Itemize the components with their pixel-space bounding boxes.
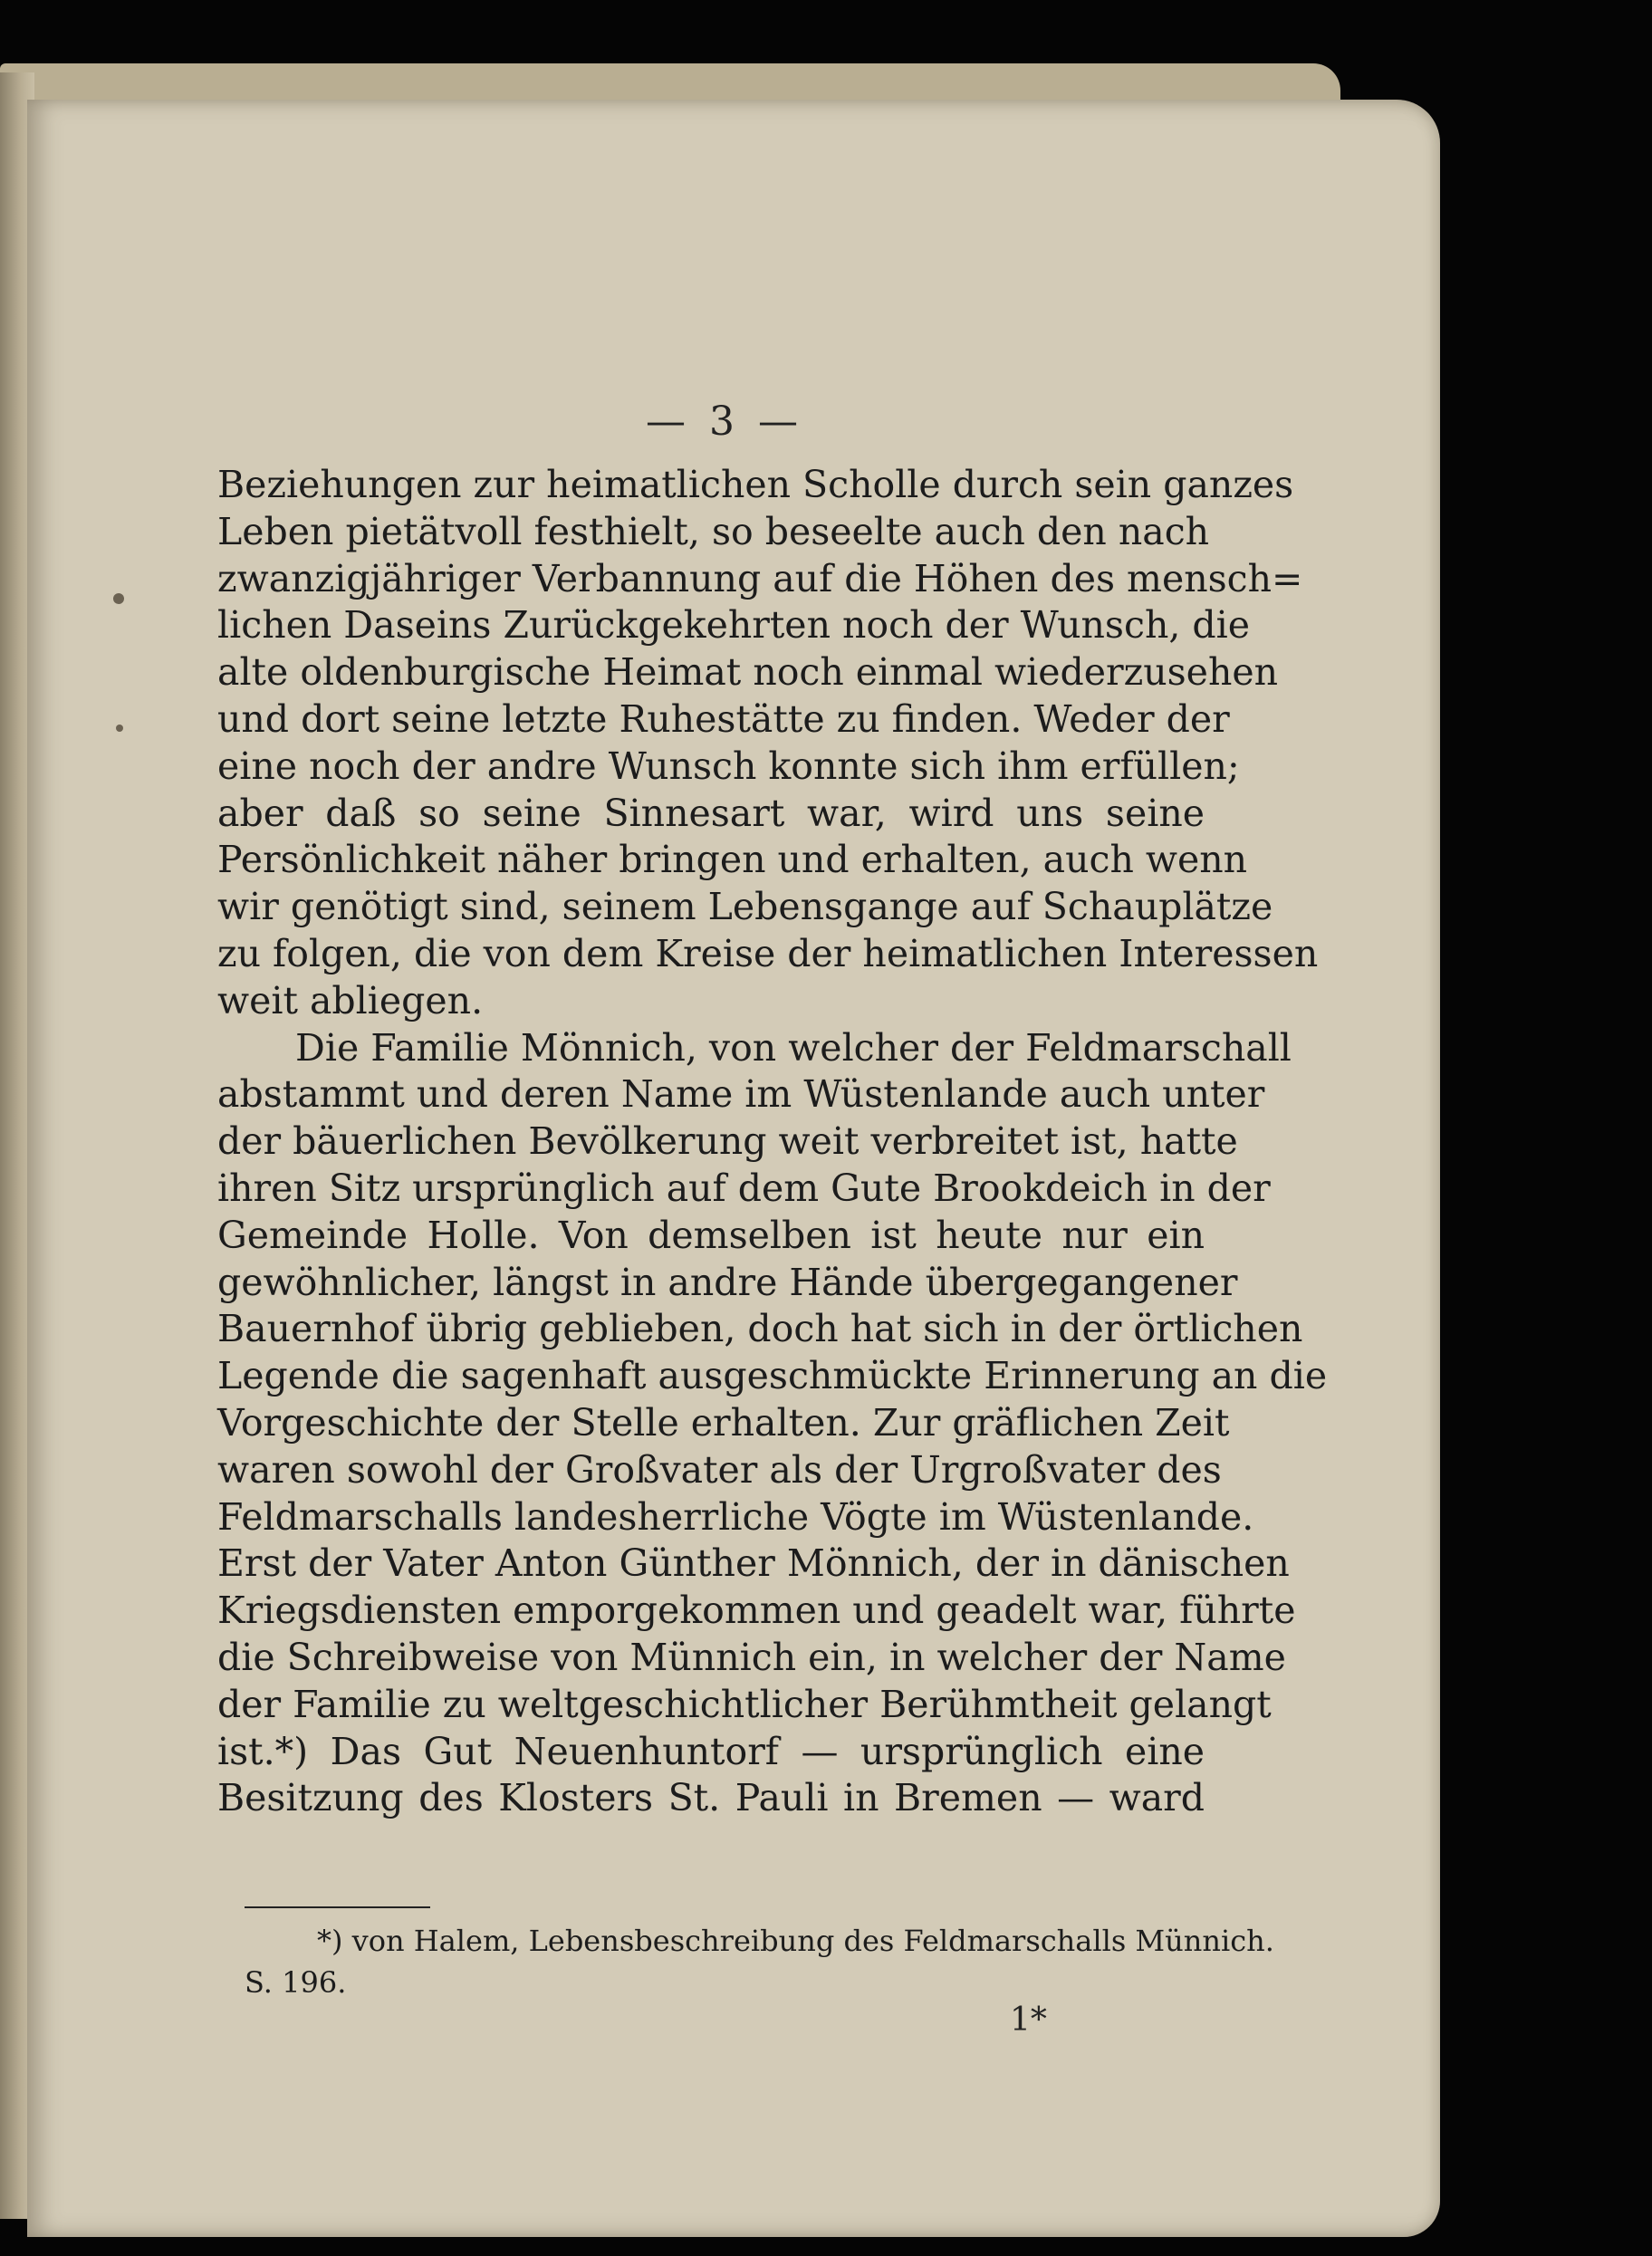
text-line: aber daß so seine Sinnesart war, wird uns seine bbox=[217, 791, 1205, 835]
page-number: — 3 — bbox=[646, 398, 803, 445]
text-line: Besitzung des Klosters St. Pauli in Bremen — ward bbox=[217, 1776, 1205, 1820]
text-line: lichen Daseins Zurückgekehrten noch der Wunsch, die bbox=[217, 603, 1251, 648]
text-line: Leben pietätvoll festhielt, so beseelte auch den nach bbox=[217, 509, 1210, 553]
text-line: gewöhnlicher, längst in andre Hände übergegangener bbox=[217, 1260, 1238, 1304]
text-line: Vorgeschichte der Stelle erhalten. Zur gräflichen Zeit bbox=[217, 1400, 1230, 1445]
text-line: ist.*) Das Gut Neuenhuntorf — ursprünglich eine bbox=[217, 1729, 1205, 1773]
text-line: der Familie zu weltgeschichtlicher Berühmtheit gelangt bbox=[217, 1682, 1272, 1726]
text-line: wir genötigt sind, seinem Lebensgange auf Schauplätze bbox=[217, 885, 1273, 929]
paper-speck bbox=[116, 725, 123, 732]
signature-mark: 1* bbox=[1010, 2002, 1047, 2039]
text-line: Legende die sagenhaft ausgeschmückte Erinnerung an die bbox=[217, 1354, 1328, 1398]
paper-speck bbox=[113, 593, 124, 604]
book-page bbox=[27, 100, 1440, 2237]
text-line: weit abliegen. bbox=[217, 978, 484, 1022]
footnote-line: S. 196. bbox=[245, 1965, 347, 2000]
text-line: Die Familie Mönnich, von welcher der Feldmarschall bbox=[295, 1025, 1292, 1070]
text-line: alte oldenburgische Heimat noch einmal wiederzusehen bbox=[217, 650, 1279, 695]
footnote bbox=[245, 1920, 1274, 2003]
text-line: Beziehungen zur heimatlichen Scholle durch sein ganzes bbox=[217, 463, 1294, 506]
footnote-rule bbox=[245, 1906, 430, 1908]
text-line: Kriegsdiensten emporgekommen und geadelt war, führte bbox=[217, 1589, 1296, 1633]
text-line: eine noch der andre Wunsch konnte sich ihm erfüllen; bbox=[217, 744, 1240, 788]
text-line: zu folgen, die von dem Kreise der heimatlichen Interessen bbox=[217, 931, 1319, 975]
text-line: zwanzigjähriger Verbannung auf die Höhen des mensch= bbox=[217, 556, 1303, 600]
text-line: abstammt und deren Name im Wüstenlande auch unter bbox=[217, 1072, 1265, 1117]
text-line: Persönlichkeit näher bringen und erhalten, auch wenn bbox=[217, 838, 1248, 882]
text-line: Feldmarschalls landesherrliche Vögte im Wüstenlande. bbox=[217, 1494, 1254, 1539]
text-line: Erst der Vater Anton Günther Mönnich, der in dänischen bbox=[217, 1541, 1290, 1586]
text-line: waren sowohl der Großvater als der Urgroßvater des bbox=[217, 1447, 1222, 1492]
text-line: ihren Sitz ursprünglich auf dem Gute Brookdeich in der bbox=[217, 1166, 1271, 1210]
body-text bbox=[217, 462, 1328, 1822]
text-line: und dort seine letzte Ruhestätte zu finden. Weder der bbox=[217, 696, 1230, 741]
footnote-line: *) von Halem, Lebensbeschreibung des Feldmarschalls Münnich. bbox=[317, 1924, 1274, 1958]
text-line: Gemeinde Holle. Von demselben ist heute nur ein bbox=[217, 1213, 1205, 1257]
text-line: Bauernhof übrig geblieben, doch hat sich in der örtlichen bbox=[217, 1307, 1303, 1351]
text-line: der bäuerlichen Bevölkerung weit verbreitet ist, hatte bbox=[217, 1119, 1238, 1164]
text-line: die Schreibweise von Münnich ein, in welcher der Name bbox=[217, 1635, 1286, 1679]
